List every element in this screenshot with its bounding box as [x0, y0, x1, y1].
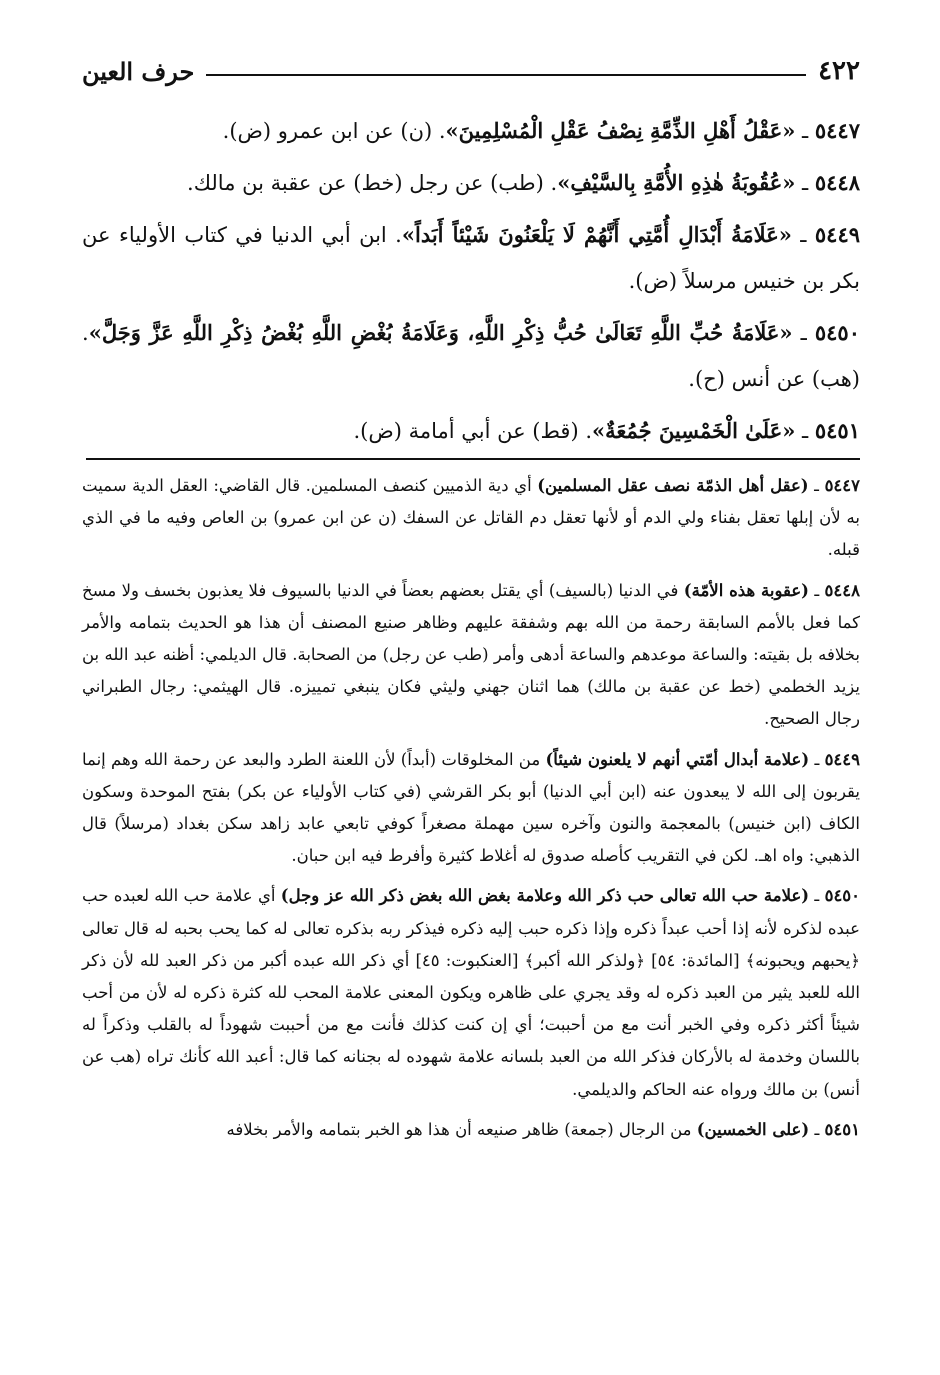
commentary-entry: ٥٤٤٨ ـ (عقوبة هذه الأمّة) في الدنيا (بالسيف) أي يقتل بعضهم بعضاً في الدنيا بالسيوف فلا يعذبون بخسف ولا مسخ كما فعل بالأمم السابقة رحمة من الله بهم وشفقة عليهم وظاهر صنيع المصنف أن هذا هو الحديث بتمامه والأمر بخلافه بل بقيته: والساعة موعدهم والساعة أدهى وأمر (طب عن رجل) من الصحابة. قال الديلمي: أظنه عبد الله بن يزيد الخطمي (خط عن عقبة بن مالك) هما اثنان جهني وليثي فكان ينبغي تمييزه. قال الهيثمي: رجال الطبراني رجال الصحيح. [82, 580, 860, 729]
commentary-number: ٥٤٥٠ [824, 886, 861, 906]
hadith-entry: ٥٤٥١ ـ «عَلَىٰ الْخَمْسِينَ جُمُعَةٌ». (قط) عن أبي أمامة (ض). [353, 418, 860, 443]
hadith-source: . (طب) عن رجل (خط) عن عقبة بن مالك. [187, 171, 558, 195]
hadith-entry: ٥٤٤٧ ـ «عَقْلُ أَهْلِ الذِّمَّةِ نِصْفُ عَقْلِ الْمُسْلِمِينَ». (ن) عن ابن عمرو (ض). [222, 118, 860, 143]
commentary-section [82, 470, 860, 1154]
commentary-entry: ٥٤٤٩ ـ (علامة أبدال أمّتي أنهم لا يلعنون شيئاً) من المخلوقات (أبداً) لأن اللعنة الطرد والبعد عن رحمة الله وهم إنما يقربون إلى الله لا يبعدون عنه (ابن أبي الدنيا) أبو بكر القرشي (في كتاب الأولياء عن بكر) بفتح الموحدة وسكون الكاف (ابن خنيس) بالمعجمة والنون وآخره سين مهملة مصغراً كوفي تابعي عابد زاهد سكن بغداد (مرسلاً) قال الذهبي: واه اهـ. لكن في التقريب كأصله صدوق له أغلاط كثيرة وأفرط فيه ابن حبان. [82, 749, 861, 866]
commentary-lemma: (علامة حب الله تعالى حب ذكر الله وعلامة بغض الله بغض ذكر الله عز وجل) [280, 886, 810, 906]
hadith-entry: ٥٤٤٩ ـ «عَلَامَةُ أَبْدَالِ أُمَّتِي أَنَّهُمْ لَا يَلْعَنُونَ شَيْئاً أَبَداً». ابن أبي الدنيا في كتاب الأولياء عن بكر بن خنيس مرسلاً (ض). [82, 222, 861, 293]
commentary-entry: ٥٤٤٧ ـ (عقل أهل الذمّة نصف عقل المسلمين) أي دية الذميين كنصف المسلمين. قال القاضي: العقل الدية سميت به لأن إبلها تعقل بفناء ولي الدم أو لأنها تعقل دم القاتل عن السفك (ن عن ابن عمرو) بن العاص وفيه ما في الذي قبله. [82, 476, 861, 560]
commentary-number: ٥٤٤٧ [824, 476, 861, 495]
hadith-source: . (ن) عن ابن عمرو (ض). [222, 119, 446, 143]
commentary-text: من المخلوقات (أبداً) لأن اللعنة الطرد والبعد عن رحمة الله وهم إنما يقربون إلى الله لا يبعدون عنه (ابن أبي الدنيا) أبو بكر القرشي (في كتاب الأولياء عن بكر) بفتح الموحدة وسكون الكاف (ابن خنيس) بالمعجمة والنون وآخره سين مهملة مصغراً كوفي تابعي عابد زاهد سكن بغداد (مرسلاً) قال الذهبي: واه اهـ. لكن في التقريب كأصله صدوق له أغلاط كثيرة وأفرط فيه ابن حبان. [82, 749, 860, 866]
page-number: ٤٢٢ [818, 56, 860, 86]
hadith-number: ٥٤٤٩ [814, 222, 861, 247]
hadith-number: ٥٤٤٧ [814, 118, 860, 143]
hadith-text: «عَقْلُ أَهْلِ الذِّمَّةِ نِصْفُ عَقْلِ الْمُسْلِمِينَ» [445, 118, 796, 143]
hadith-text: «عَلَامَةُ أَبْدَالِ أُمَّتِي أَنَّهُمْ لَا يَلْعَنُونَ شَيْئاً أَبَداً» [401, 222, 792, 247]
chapter-title: حرف العين [82, 57, 195, 86]
hadith-source: . (قط) عن أبي أمامة (ض). [353, 419, 592, 443]
hadith-text: «عَلَىٰ الْخَمْسِينَ جُمُعَةٌ» [592, 418, 796, 443]
header-rule [206, 74, 806, 76]
commentary-text: أي دية الذميين كنصف المسلمين. قال القاضي: العقل الدية سميت به لأن إبلها تعقل بفناء ولي الدم أو لأنها تعقل دم القاتل عن السفك (ن عن ابن عمرو) بن العاص وفيه ما في الذي قبله. [82, 476, 860, 560]
hadith-source: . ابن أبي الدنيا في كتاب الأولياء عن بكر بن خنيس مرسلاً (ض). [82, 223, 860, 293]
hadith-text: «عَلَامَةُ حُبِّ اللَّهِ تَعَالَىٰ حُبُّ ذِكْرِ اللَّهِ، وَعَلَامَةُ بُغْضِ اللَّهِ بُغْضُ ذِكْرِ اللَّهِ عَزَّ وَجَلَّ» [88, 320, 793, 345]
hadith-entry: ٥٤٥٠ ـ «عَلَامَةُ حُبِّ اللَّهِ تَعَالَىٰ حُبُّ ذِكْرِ اللَّهِ، وَعَلَامَةُ بُغْضِ اللَّهِ بُغْضُ ذِكْرِ اللَّهِ عَزَّ وَجَلَّ». (هب) عن أنس (ح). [82, 320, 860, 391]
hadith-text: «عُقُوبَةُ هٰذِهِ الأُمَّةِ بِالسَّيْفِ» [557, 170, 796, 195]
commentary-entry: ٥٤٥١ ـ (على الخمسين) من الرجال (جمعة) ظاهر صنيعه أن هذا هو الخبر بتمامه والأمر بخلافه [226, 1119, 860, 1139]
commentary-text: أي علامة حب الله لعبده حب عبده لذكره لأنه إذا أحب عبداً ذكره وإذا ذكره حبب إليه ذكره فيذكر ربه بذكره تعالى له كما يحب بحبه له قال تعالى ﴿يحبهم ويحبونه﴾ [المائدة: ٥٤] ﴿ولذكر الله أكبر﴾ [العنكبوت: ٤٥] أي ذكر الله عبده أكبر من ذكر العبد لله لأن ذكر الله للعبد يثير من العبد ذكره له وقد يجري على ظاهره ويكون المعنى علامة المحب لله كثرة ذكره له لأن من أحب شيئاً أكثر ذكره وفي الخبر أنت مع من أحببت؛ أي إن كنت كذلك فأنت مع من أحببت شهوداً له بالقلب وذكراً له باللسان وخدمة له بالأركان فذكر الله من العبد بلسانه علامة شهوده له بجنانه كما قال: أعبد الله كأنك تراه (هب عن أنس) بن مالك ورواه عنه الحاكم والديلمي. [82, 886, 860, 1099]
hadith-number: ٥٤٤٨ [814, 170, 860, 195]
footnote-divider [86, 458, 860, 460]
commentary-number: ٥٤٥١ [824, 1119, 860, 1139]
commentary-entry: ٥٤٥٠ ـ (علامة حب الله تعالى حب ذكر الله وعلامة بغض الله بغض ذكر الله عز وجل) أي علامة حب الله لعبده حب عبده لذكره لأنه إذا أحب عبداً ذكره وإذا ذكره حبب إليه ذكره فيذكر ربه بذكره تعالى له كما يحب بحبه له قال تعالى ﴿يحبهم ويحبونه﴾ [المائدة: ٥٤] ﴿ولذكر الله أكبر﴾ [العنكبوت: ٤٥] أي ذكر الله عبده أكبر من ذكر العبد لله لأن ذكر الله للعبد يثير من العبد ذكره له وقد يجري على ظاهره ويكون المعنى علامة المحب لله كثرة ذكره له لأن من أحب شيئاً أكثر ذكره وفي الخبر أنت مع من أحببت؛ أي إن كنت كذلك فأنت مع من أحببت شهوداً له بالقلب وذكراً له باللسان وخدمة له بالأركان فذكر الله من العبد بلسانه علامة شهوده له بجنانه كما قال: أعبد الله كأنك تراه (هب عن أنس) بن مالك ورواه عنه الحاكم والديلمي. [82, 886, 861, 1099]
commentary-number: ٥٤٤٨ [824, 580, 860, 600]
commentary-text: في الدنيا (بالسيف) أي يقتل بعضهم بعضاً في الدنيا بالسيوف فلا يعذبون بخسف ولا مسخ كما فعل بالأمم السابقة رحمة من الله بهم وشفقة عليهم وظاهر صنيع المصنف أن هذا هو الحديث بتمامه والأمر بخلافه بل بقيته: والساعة موعدهم والساعة أدهى وأمر (طب عن رجل) من الصحابة. قال الديلمي: أظنه عبد الله بن يزيد الخطمي (خط عن عقبة بن مالك) هما اثنان جهني وليثي فكان ينبغي تمييزه. قال الهيثمي: رجال الطبراني رجال الصحيح. [82, 580, 860, 729]
commentary-lemma: (عقوبة هذه الأمّة) [683, 580, 809, 600]
commentary-lemma: (علامة أبدال أمّتي أنهم لا يلعنون شيئاً) [545, 749, 810, 769]
hadith-number: ٥٤٥١ [814, 418, 860, 443]
hadith-entry: ٥٤٤٨ ـ «عُقُوبَةُ هٰذِهِ الأُمَّةِ بِالسَّيْفِ». (طب) عن رجل (خط) عن عقبة بن مالك. [187, 170, 860, 195]
hadith-number: ٥٤٥٠ [814, 320, 860, 345]
hadith-source: . (هب) عن أنس (ح). [82, 321, 860, 391]
commentary-lemma: (على الخمسين) [696, 1119, 810, 1139]
hadith-list [82, 108, 860, 460]
running-header [82, 40, 860, 84]
commentary-lemma: (عقل أهل الذمّة نصف عقل المسلمين) [537, 476, 809, 495]
commentary-text: من الرجال (جمعة) ظاهر صنيعه أن هذا هو الخبر بتمامه والأمر بخلافه [226, 1119, 692, 1139]
commentary-number: ٥٤٤٩ [824, 749, 861, 769]
